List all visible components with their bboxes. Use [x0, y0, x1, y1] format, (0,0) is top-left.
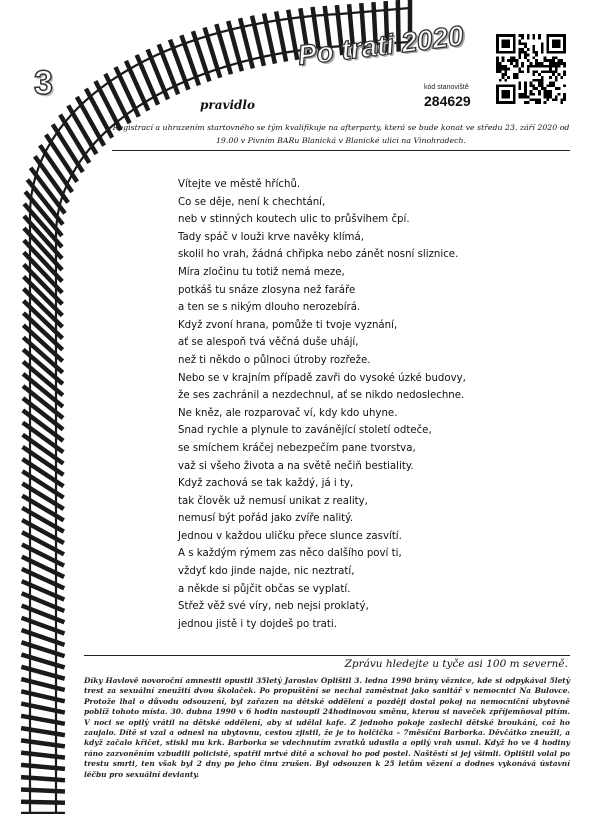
poem-line: A s každým rýmem zas něco dalšího poví ti,: [178, 548, 402, 560]
qr-code-icon: [496, 34, 566, 104]
poem-line: vždyť kdo jinde najde, nic neztratí,: [178, 566, 355, 578]
poem-line: važ si všeho života a na světě nečiň bestiality.: [178, 460, 414, 472]
poem-line: neb v stinných koutech ulic to průšvihem čpí.: [178, 214, 410, 226]
rail-sleeper: [21, 802, 65, 803]
story-text: Díky Havlově novoroční amnestii opustil 35letý Jaroslav Oplištil 3. ledna 1990 brány věznice, kde si odpykával 5letý trest za sexuální zneužití dvou školaček. Po propuštění se nechal zaměstnat jako sanitář v nemocnici Na Bulovce. Protože lhal o důvodu odsouzení, byl zařazen na dětské oddělení a později dostal pokoj na nemocniční ubytovně poblíž tohoto místa. 30. dubna 1990 v 6 hodin nastoupil 24hodinovou směnu, kterou si naveček zpříjemňoval pitím. V noci se opilý vrátil na dětské oddělení, aby si udělal kafe. Z jednoho pokoje zaslechl dětské broukání, což ho zaujalo. Dítě si vzal a odnesl na ubytovnu, cestou zjistil, že je to holčička – 7měsíční Barborka. Děvčátko zneužil, a když začalo křičet, stiskl mu krk. Barborka se vdechnutím zvratků udusila a opilý vrah usnul. Když ho ve 4 hodiny ráno zazvoněním vzbudili policisté, spatřil mrtvé dítě a schoval ho pod postel. Naštěstí si jej všimli. Oplištil volal po trestu smrti, ten však byl 2 dny po jeho činu zrušen. Byl odsouzen k 25 letům vězení a dodnes vykonává ústavní léčbu pro sexuální devianty.: [84, 676, 570, 779]
rail-sleeper: [21, 667, 64, 679]
poem-line: že ses zachránil a nezdechnul, ať se nikdo nedoslechne.: [178, 390, 465, 402]
poem-line: Míra zločinu tu totiž nemá meze,: [178, 266, 345, 278]
rail-sleeper: [21, 740, 65, 746]
poem-line: Střež věž své víry, neb nejsi proklatý,: [178, 601, 369, 613]
rail-sleeper: [22, 520, 64, 543]
rules-text: Registrací a uhrazením startovného se tým kvalifikuje na afterparty, která se bude konat ve středu 23. září 2020 od 19.00 v Pivním BARu Blanická v Blanické ulici na Vinohradech.: [112, 123, 570, 145]
poem: [178, 176, 466, 633]
poem-line: Vítejte ve městě hříchů.: [178, 179, 301, 190]
station-code: 284629: [424, 93, 471, 109]
rail-sleeper: [22, 544, 64, 565]
rail-sleeper: [21, 777, 65, 780]
poem-line: Když zvoní hrana, pomůže ti tvoje vyznání,: [178, 319, 398, 331]
rail-sleeper: [21, 753, 65, 758]
poem-line: ať se alespoň tvá věčná duše uhájí,: [178, 337, 359, 349]
poem-line: Jednou v každou uličku přece slunce zasvítí.: [178, 530, 402, 542]
poem-line: Ne kněz, ale rozparovač ví, kdy kdo uhyne.: [178, 407, 398, 419]
rail-sleeper: [21, 728, 65, 735]
poem-line: Snad rychle a plynule to zavánějící století odteče,: [178, 425, 432, 437]
poem-line: potkáš tu snáze zlosyna než faráře: [178, 284, 356, 296]
poem-line: skolil ho vrah, žádná chřipka nebo zánět nosní sliznice.: [178, 249, 459, 261]
poem-line: a ten se s nikým dlouho nerozebírá.: [178, 302, 361, 314]
rules-heading: pravidlo: [200, 98, 255, 112]
location-hint: Zprávu hledejte u tyče asi 100 m severně.: [344, 658, 568, 670]
poem-line: Co se děje, není k chechtání,: [178, 196, 326, 208]
poem-line: a někde si půjčit občas se vyplatí.: [178, 583, 351, 595]
poem-line: než ti někdo o půlnoci útroby rozřeže.: [178, 354, 371, 366]
poem-line: se smíchem kráčej nebezpečím pane tvorstva,: [178, 442, 416, 454]
rail-sleeper: [21, 655, 64, 668]
poem-line: Tady spáč v louži krve navěky klímá,: [178, 231, 364, 243]
page-title: Po trati 2020: [296, 19, 466, 72]
stage-number: 3: [34, 64, 54, 102]
rail-sleeper: [22, 508, 64, 532]
rail-sleeper: [21, 716, 65, 724]
divider: [84, 655, 570, 656]
rail-sleeper: [21, 704, 65, 713]
rail-sleeper: [22, 496, 63, 521]
poem-line: Nebo se v krajním případě zavři do vysoké úzké budovy,: [178, 372, 466, 384]
rail-sleeper: [22, 532, 64, 554]
divider: [112, 150, 570, 151]
station-code-label: kód stanoviště: [424, 84, 469, 91]
poem-line: jednou jistě i ty dojdeš po trati.: [178, 618, 337, 630]
rail-sleeper: [21, 691, 65, 701]
rail-sleeper: [21, 765, 65, 769]
poem-line: tak člověk už nemusí unikat z reality,: [178, 495, 368, 507]
rail-sleeper: [21, 679, 64, 690]
poem-line: Když zachová se tak každý, já i ty,: [178, 478, 354, 490]
poem-line: nemusí být pořád jako zvíře nalitý.: [178, 513, 353, 525]
rail-sleeper: [21, 789, 65, 791]
